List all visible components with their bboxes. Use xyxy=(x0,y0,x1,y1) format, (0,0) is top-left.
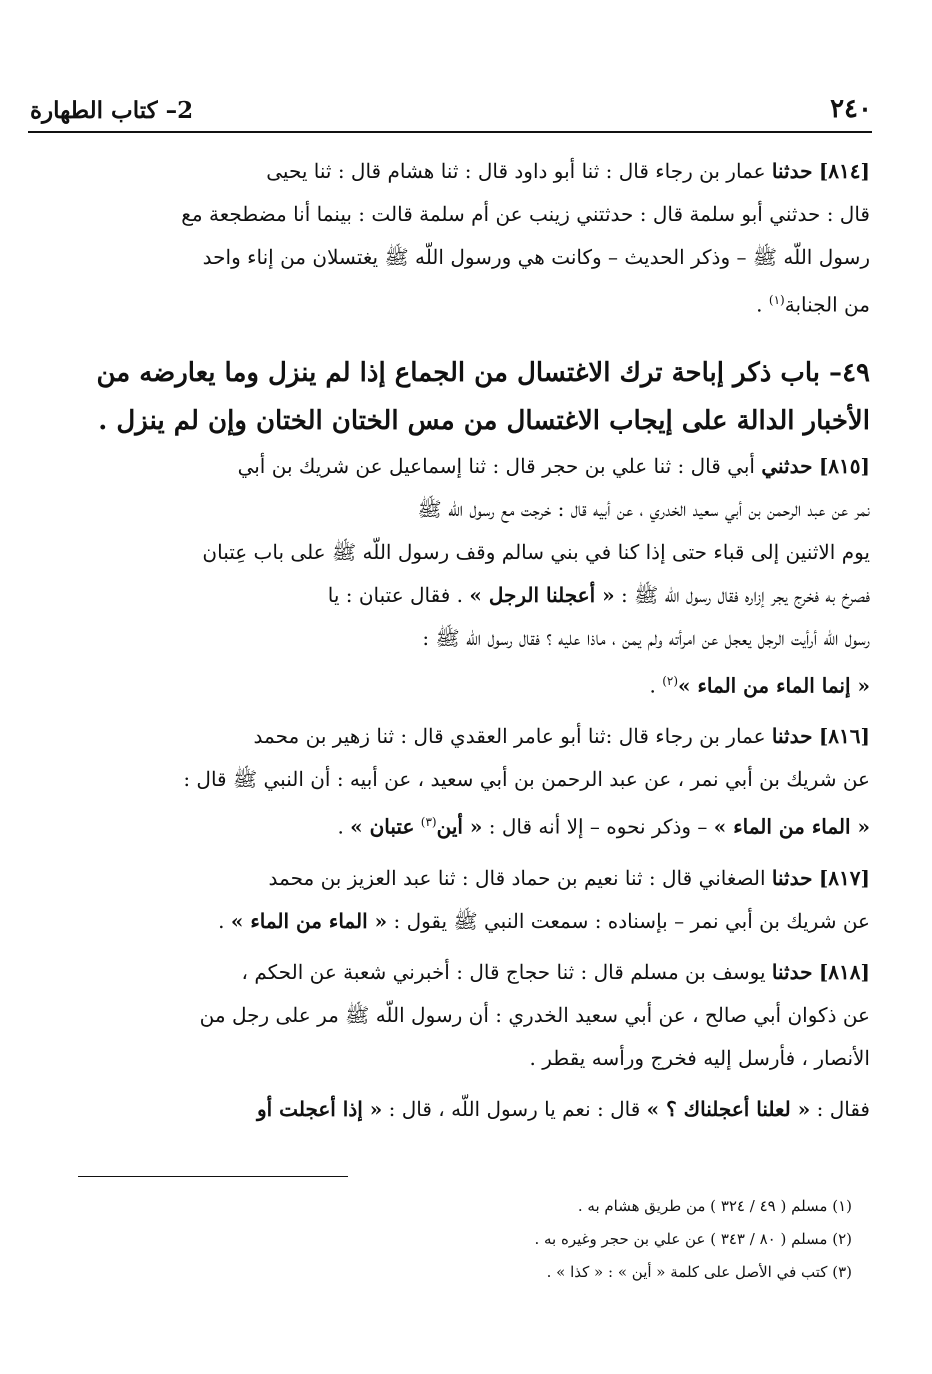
quoted-saying: « الماء من الماء » xyxy=(713,814,870,839)
footnote-3: (٣) كتب في الأصل على كلمة « أين » : « كذا » . xyxy=(546,1263,852,1281)
quoted-saying: « أين xyxy=(436,814,483,839)
hadith-815 xyxy=(50,445,870,708)
hadith-815-line-3: يوم الاثنين إلى قباء حتى إذا كنا في بني سالم وقف رسول اللّه ﷺ على باب عِتبان xyxy=(202,539,870,564)
chapter-heading-line-2: الأخبار الدالة على إيجاب الاغتسال من مس الختان الختان وإن لم ينزل . xyxy=(98,405,870,436)
hadith-816-line-2: عن شريك بن أبي نمر ، عن عبد الرحمن بن أبي سعيد ، عن أبيه : أن النبي ﷺ قال : xyxy=(183,767,870,792)
hadith-816-line-3: « الماء من الماء » – وذكر نحوه – إلا أنه قال : « أين$^{(٣)}$ عتبان » . xyxy=(337,814,870,839)
hadith-818-line-2: عن ذكوان أبي صالح ، عن أبي سعيد الخدري : أن رسول اللّه ﷺ مر على رجل من xyxy=(199,1002,870,1027)
footnote-rule xyxy=(78,1176,348,1177)
hadith-814-line-3: رسول اللّه ﷺ – وذكر الحديث – وكانت هي ورسول اللّه ﷺ يغتسلان من إناء واحد xyxy=(202,245,870,269)
book-title: 2– كتاب الطهارة xyxy=(30,97,194,124)
hadith-815-line-5: رسول اللّه أرأيت الرجل يعجل عن امرأته ولم يمن ، ماذا عليه ؟ فقال رسول اللّه ﷺ : xyxy=(422,625,870,650)
quoted-saying: « إنما الماء من الماء » xyxy=(678,673,870,698)
hadith-814-line-1: [٨١٤] حدثنا عمار بن رجاء قال : ثنا أبو داود قال : ثنا هشام قال : ثنا يحيى xyxy=(266,159,870,183)
hadith-number: [٨١٥] xyxy=(818,453,870,478)
hadith-818-line-3: الأنصار ، فأرسل إليه فخرج ورأسه يقطر . xyxy=(529,1045,870,1070)
header-rule xyxy=(28,131,872,133)
main-text xyxy=(50,150,870,1131)
footnote-ref: (٣) xyxy=(420,815,437,830)
hadith-815-line-4: فصرخ به فخرج يجر إزاره فقال رسول اللّه ﷺ : « أعجلنا الرجل » . فقال عتبان : يا xyxy=(327,582,870,607)
hadith-814-line-2: قال : حدثني أبو سلمة قال : حدثتني زينب عن أم سلمة قالت : بينما أنا مضطجعة مع xyxy=(181,202,870,226)
hadith-814-line-4: من الجنابة$^{(١)}$ . xyxy=(756,292,870,317)
hadith-lead: حدثني xyxy=(761,453,813,478)
hadith-816 xyxy=(50,715,870,849)
hadith-815-line-6: « إنما الماء من الماء »$^{(٢)}$ . xyxy=(649,673,870,698)
hadith-number: [٨١٧] xyxy=(818,865,870,890)
hadith-lead: حدثنا xyxy=(771,865,813,890)
hadith-815-line-1: [٨١٥] حدثني أبي قال : ثنا علي بن حجر قال : ثنا إسماعيل عن شريك بن أبي xyxy=(237,453,870,478)
chapter-heading xyxy=(50,349,870,445)
hadith-817-line-2: عن شريك بن أبي نمر – بإسناده : سمعت النبي ﷺ يقول : « الماء من الماء » . xyxy=(218,908,870,933)
hadith-lead: حدثنا xyxy=(771,724,813,749)
footnote-ref: (١) xyxy=(768,293,785,307)
hadith-817 xyxy=(50,857,870,943)
footnote-1: (١) مسلم ( ٤٩ / ٣٢٤ ) من طريق هشام به . xyxy=(577,1197,852,1215)
page-number: ٢٤٠ xyxy=(830,94,872,124)
hadith-818 xyxy=(50,951,870,1131)
hadith-814 xyxy=(50,150,870,327)
hadith-818-line-1: [٨١٨] حدثنا يوسف بن مسلم قال : ثنا حجاج قال : أخبرني شعبة عن الحكم ، xyxy=(241,959,870,984)
footnote-2: (٢) مسلم ( ٨٠ / ٣٤٣ ) عن علي بن حجر وغيره به . xyxy=(534,1230,852,1248)
hadith-number: [٨١٨] xyxy=(818,959,870,984)
hadith-lead: حدثنا xyxy=(771,159,813,183)
chapter-heading-line-1: ٤٩– باب ذكر إباحة ترك الاغتسال من الجماع إذا لم ينزل وما يعارضه من xyxy=(96,357,870,388)
hadith-817-line-1: [٨١٧] حدثنا الصغاني قال : ثنا نعيم بن حماد قال : ثنا عبد العزيز بن محمد xyxy=(268,865,870,890)
hadith-number: [٨١٦] xyxy=(818,724,870,749)
quoted-saying: « أعجلنا الرجل » xyxy=(469,582,615,607)
footnotes xyxy=(60,1190,852,1289)
page-header xyxy=(30,84,872,124)
quoted-saying: « لعلنا أعجلناك ؟ » xyxy=(646,1096,811,1121)
footnote-ref: (٢) xyxy=(662,673,679,688)
hadith-815-line-2: نمر عن عبد الرحمن بن أبي سعيد الخدري ، عن أبيه قال : خرجت مع رسول اللّه ﷺ xyxy=(417,496,870,521)
quoted-saying: « الماء من الماء » xyxy=(230,908,388,933)
hadith-816-line-1: [٨١٦] حدثنا عمار بن رجاء قال :ثنا أبو عامر العقدي قال : ثنا زهير بن محمد xyxy=(253,724,870,749)
hadith-lead: حدثنا xyxy=(771,959,813,984)
hadith-number: [٨١٤] xyxy=(818,159,870,183)
hadith-818-line-4: فقال : « لعلنا أعجلناك ؟ » قال : نعم يا رسول اللّه ، قال : « إذا أعجلت أو xyxy=(257,1096,870,1121)
quoted-saying: « إذا أعجلت أو xyxy=(257,1096,383,1121)
